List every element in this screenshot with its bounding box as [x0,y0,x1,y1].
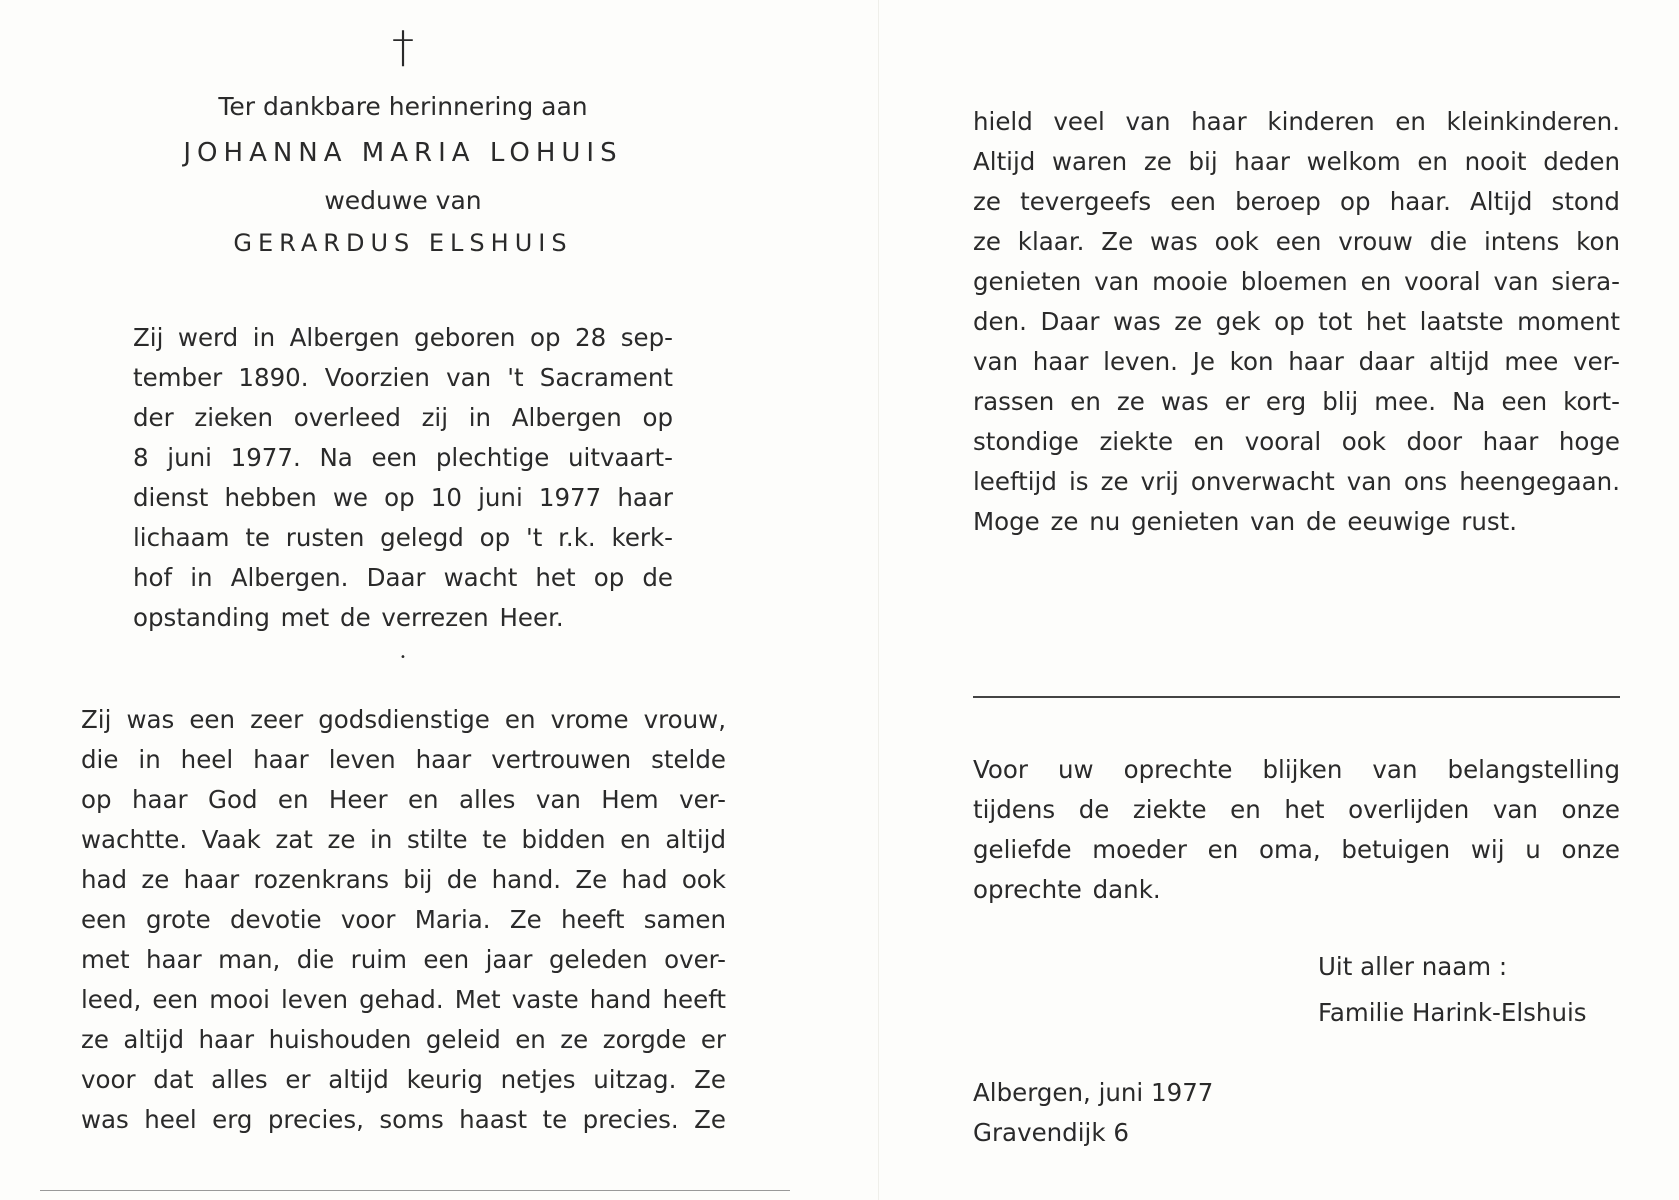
text-line: hield veel van haar kinderen en kleinkinderen. [973,107,1620,136]
text-line: wachtte. Vaak zat ze in stilte te bidden en altijd [81,825,726,854]
text-line: Zij was een zeer godsdienstige en vrome vrouw, [81,705,726,734]
place-date: Albergen, juni 1977 [973,1078,1214,1107]
text-line: geliefde moeder en oma, betuigen wij u onze [973,835,1620,864]
text-line: met haar man, die ruim een jaar geleden over- [81,945,726,974]
text-line: rassen en ze was er erg blij mee. Na een kort- [973,387,1620,416]
text-line: stondige ziekte en vooral ook door haar hoge [973,427,1620,456]
text-line: ze klaar. Ze was ook een vrouw die intens kon [973,227,1620,256]
street-address: Gravendijk 6 [973,1118,1129,1147]
text-line: tember 1890. Voorzien van 't Sacrament [133,363,673,392]
signature-label: Uit aller naam : [1318,952,1508,981]
spouse-name: GERARDUS ELSHUIS [233,229,573,257]
text-line: op haar God en Heer en alles van Hem ver- [81,785,726,814]
text-line: Voor uw oprechte blijken van belangstelling [973,755,1620,784]
text-line: Altijd waren ze bij haar welkom en nooit deden [973,147,1620,176]
text-line: had ze haar rozenkrans bij de hand. Ze had ook [81,865,726,894]
separator-dot: • [400,652,406,663]
text-line: der zieken overleed zij in Albergen op [133,403,673,432]
text-line: oprechte dank. [973,875,1161,904]
card-fold [878,0,879,1200]
signature-family: Familie Harink-Elshuis [1318,998,1587,1027]
text-line: leeftijd is ze vrij onverwacht van ons heengegaan. [973,467,1620,496]
thanks-paragraph [973,750,1620,910]
text-line: opstanding met de verrezen Heer. [133,603,564,632]
text-line: dienst hebben we op 10 juni 1977 haar [133,483,673,512]
deceased-name: JOHANNA MARIA LOHUIS [183,138,623,168]
cross-icon: † [392,22,414,73]
text-line: ze altijd haar huishouden geleid en ze zorgde er [81,1025,726,1054]
text-line: die in heel haar leven haar vertrouwen stelde [81,745,726,774]
tribute-right-paragraph [973,102,1620,542]
text-line: lichaam te rusten gelegd op 't r.k. kerk- [133,523,673,552]
text-line: was heel erg precies, soms haast te precies. Ze [81,1105,726,1134]
tribute-left-paragraph [81,700,726,1140]
divider-rule [973,696,1620,698]
text-line: hof in Albergen. Daar wacht het op de [133,563,673,592]
text-line: een grote devotie voor Maria. Ze heeft samen [81,905,726,934]
text-line: Moge ze nu genieten van de eeuwige rust. [973,507,1518,536]
text-line: leed, een mooi leven gehad. Met vaste hand heeft [81,985,726,1014]
text-line: tijdens de ziekte en het overlijden van onze [973,795,1620,824]
text-line: voor dat alles er altijd keurig netjes uitzag. Ze [81,1065,726,1094]
text-line: Zij werd in Albergen geboren op 28 sep- [133,323,673,352]
text-line: den. Daar was ze gek op tot het laatste moment [973,307,1620,336]
text-line: genieten van mooie bloemen en vooral van siera- [973,267,1620,296]
bottom-edge-line [40,1190,790,1191]
relation-text: weduwe van [324,186,482,215]
text-line: 8 juni 1977. Na een plechtige uitvaart- [133,443,673,472]
text-line: van haar leven. Je kon haar daar altijd mee ver- [973,347,1620,376]
intro-text: Ter dankbare herinnering aan [218,92,588,121]
text-line: ze tevergeefs een beroep op haar. Altijd stond [973,187,1620,216]
biography-paragraph [133,318,673,638]
